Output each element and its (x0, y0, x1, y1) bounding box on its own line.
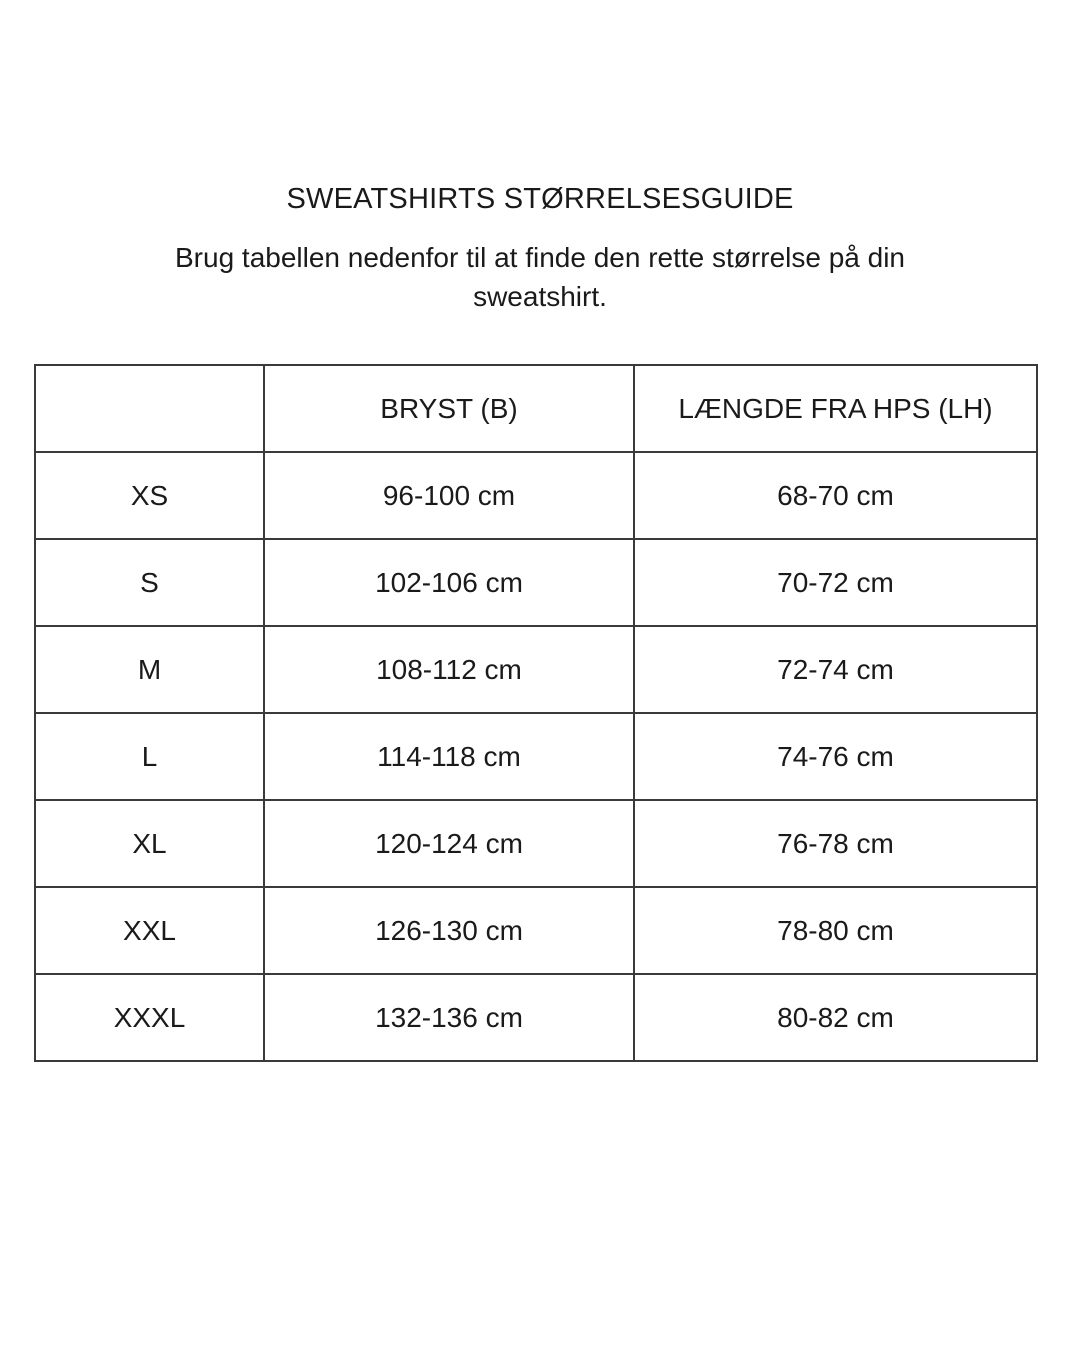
chest-cell: 120-124 cm (264, 800, 634, 887)
chest-cell: 114-118 cm (264, 713, 634, 800)
header-size (35, 365, 264, 452)
header-chest: BRYST (B) (264, 365, 634, 452)
table-header-row (35, 365, 1037, 452)
length-cell: 68-70 cm (634, 452, 1037, 539)
size-cell: M (35, 626, 264, 713)
size-cell: L (35, 713, 264, 800)
header-length: LÆNGDE FRA HPS (LH) (634, 365, 1037, 452)
page-title: SWEATSHIRTS STØRRELSESGUIDE (286, 183, 794, 215)
length-cell: 70-72 cm (634, 539, 1037, 626)
page-subtitle: Brug tabellen nedenfor til at finde den rette størrelse på din sweatshirt. (175, 242, 905, 312)
length-cell: 78-80 cm (634, 887, 1037, 974)
chest-cell: 126-130 cm (264, 887, 634, 974)
table-row (35, 800, 1037, 887)
length-cell: 74-76 cm (634, 713, 1037, 800)
size-cell: XXXL (35, 974, 264, 1061)
size-table (34, 364, 1038, 1062)
chest-cell: 132-136 cm (264, 974, 634, 1061)
chest-cell: 102-106 cm (264, 539, 634, 626)
size-cell: XL (35, 800, 264, 887)
length-cell: 72-74 cm (634, 626, 1037, 713)
table-row (35, 713, 1037, 800)
length-cell: 80-82 cm (634, 974, 1037, 1061)
table-row (35, 974, 1037, 1061)
size-cell: S (35, 539, 264, 626)
size-cell: XXL (35, 887, 264, 974)
length-cell: 76-78 cm (634, 800, 1037, 887)
table-row (35, 539, 1037, 626)
table-row (35, 452, 1037, 539)
table-row (35, 626, 1037, 713)
chest-cell: 108-112 cm (264, 626, 634, 713)
chest-cell: 96-100 cm (264, 452, 634, 539)
size-cell: XS (35, 452, 264, 539)
table-row (35, 887, 1037, 974)
